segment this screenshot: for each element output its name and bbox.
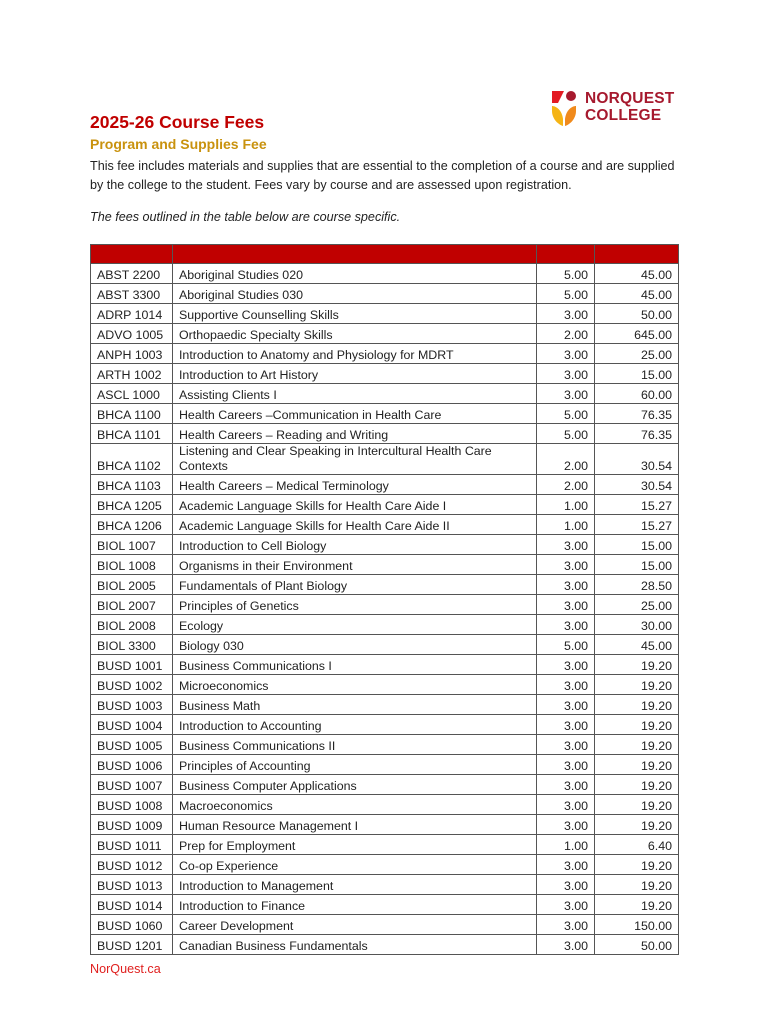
table-row (91, 815, 679, 835)
header-course-code (91, 245, 173, 264)
fee-cell: 19.20 (595, 795, 679, 815)
credits-cell: 3.00 (537, 775, 595, 795)
course-name-cell: Microeconomics (172, 675, 536, 695)
course-code-cell: BIOL 2007 (91, 595, 173, 615)
table-row (91, 735, 679, 755)
course-name-cell: Aboriginal Studies 020 (172, 264, 536, 284)
table-row (91, 495, 679, 515)
logo-line-1: NORQUEST (585, 90, 675, 107)
page-title: 2025-26 Course Fees (90, 112, 265, 132)
norquest-website-link[interactable]: NorQuest.ca (90, 962, 161, 976)
fee-cell: 19.20 (595, 715, 679, 735)
course-code-cell: BUSD 1014 (91, 895, 173, 915)
course-name-cell: Introduction to Accounting (172, 715, 536, 735)
fee-cell: 28.50 (595, 575, 679, 595)
fee-cell: 19.20 (595, 875, 679, 895)
course-code-cell: ARTH 1002 (91, 364, 173, 384)
credits-cell: 3.00 (537, 615, 595, 635)
table-row (91, 595, 679, 615)
credits-cell: 5.00 (537, 424, 595, 444)
intro-paragraph: This fee includes materials and supplies that are essential to the completion of a course and are supplied by the college to the student. Fees vary by course and are assessed upon registration. (90, 159, 675, 192)
credits-cell: 2.00 (537, 444, 595, 475)
table-row (91, 304, 679, 324)
table-row (91, 555, 679, 575)
table-row (91, 875, 679, 895)
table-row (91, 444, 679, 475)
course-name-cell: Career Development (172, 915, 536, 935)
fee-cell: 45.00 (595, 264, 679, 284)
credits-cell: 2.00 (537, 475, 595, 495)
header-course-name (172, 245, 536, 264)
course-name-cell: Biology 030 (172, 635, 536, 655)
course-code-cell: BIOL 3300 (91, 635, 173, 655)
course-code-cell: BUSD 1009 (91, 815, 173, 835)
fee-cell: 30.54 (595, 475, 679, 495)
fee-cell: 19.20 (595, 675, 679, 695)
credits-cell: 3.00 (537, 915, 595, 935)
credits-cell: 2.00 (537, 324, 595, 344)
course-fees-table (90, 244, 679, 955)
fee-cell: 50.00 (595, 935, 679, 955)
fee-cell: 25.00 (595, 344, 679, 364)
fee-cell: 15.27 (595, 515, 679, 535)
course-code-cell: ASCL 1000 (91, 384, 173, 404)
course-name-cell: Aboriginal Studies 030 (172, 284, 536, 304)
credits-cell: 3.00 (537, 875, 595, 895)
course-name-cell: Business Math (172, 695, 536, 715)
course-name-cell: Supportive Counselling Skills (172, 304, 536, 324)
table-row (91, 364, 679, 384)
course-name-cell: Introduction to Anatomy and Physiology for MDRT (172, 344, 536, 364)
course-code-cell: ADVO 1005 (91, 324, 173, 344)
fee-cell: 30.00 (595, 615, 679, 635)
course-name-cell: Business Communications II (172, 735, 536, 755)
table-body (91, 264, 679, 955)
table-row (91, 655, 679, 675)
course-name-cell: Academic Language Skills for Health Care Aide II (172, 515, 536, 535)
fee-cell: 19.20 (595, 735, 679, 755)
course-code-cell: BUSD 1006 (91, 755, 173, 775)
credits-cell: 3.00 (537, 795, 595, 815)
section-subtitle: Program and Supplies Fee (90, 136, 267, 152)
table-row (91, 755, 679, 775)
course-name-cell: Co-op Experience (172, 855, 536, 875)
course-code-cell: BUSD 1013 (91, 875, 173, 895)
course-code-cell: BUSD 1003 (91, 695, 173, 715)
table-row (91, 915, 679, 935)
course-name-cell: Business Computer Applications (172, 775, 536, 795)
fee-cell: 19.20 (595, 755, 679, 775)
credits-cell: 3.00 (537, 855, 595, 875)
table-row (91, 384, 679, 404)
fee-cell: 45.00 (595, 284, 679, 304)
table-row (91, 535, 679, 555)
fee-cell: 60.00 (595, 384, 679, 404)
credits-cell: 3.00 (537, 364, 595, 384)
fee-cell: 19.20 (595, 855, 679, 875)
course-code-cell: BHCA 1101 (91, 424, 173, 444)
fee-cell: 19.20 (595, 775, 679, 795)
table-row (91, 615, 679, 635)
credits-cell: 3.00 (537, 675, 595, 695)
table-row (91, 344, 679, 364)
course-code-cell: ADRP 1014 (91, 304, 173, 324)
credits-cell: 1.00 (537, 835, 595, 855)
course-name-cell: Academic Language Skills for Health Care Aide I (172, 495, 536, 515)
course-code-cell: BUSD 1001 (91, 655, 173, 675)
logo-line-2: COLLEGE (585, 107, 662, 124)
credits-cell: 3.00 (537, 695, 595, 715)
course-name-cell: Organisms in their Environment (172, 555, 536, 575)
table-row (91, 264, 679, 284)
table-row (91, 424, 679, 444)
course-name-cell: Listening and Clear Speaking in Intercultural Health Care Contexts (172, 444, 536, 475)
fee-cell: 30.54 (595, 444, 679, 475)
fee-cell: 76.35 (595, 404, 679, 424)
credits-cell: 3.00 (537, 575, 595, 595)
header-credits (537, 245, 595, 264)
table-row (91, 935, 679, 955)
credits-cell: 3.00 (537, 344, 595, 364)
course-code-cell: ANPH 1003 (91, 344, 173, 364)
credits-cell: 3.00 (537, 655, 595, 675)
credits-cell: 3.00 (537, 755, 595, 775)
fee-cell: 150.00 (595, 915, 679, 935)
course-name-cell: Health Careers – Medical Terminology (172, 475, 536, 495)
table-header-row (91, 245, 679, 264)
course-code-cell: BUSD 1004 (91, 715, 173, 735)
table-row (91, 475, 679, 495)
course-name-cell: Health Careers –Communication in Health Care (172, 404, 536, 424)
header-fee (595, 245, 679, 264)
course-code-cell: BUSD 1011 (91, 835, 173, 855)
credits-cell: 5.00 (537, 284, 595, 304)
table-row (91, 515, 679, 535)
logo-wordmark (585, 90, 674, 124)
table-row (91, 695, 679, 715)
fee-cell: 19.20 (595, 655, 679, 675)
credits-cell: 3.00 (537, 595, 595, 615)
credits-cell: 3.00 (537, 384, 595, 404)
credits-cell: 3.00 (537, 815, 595, 835)
course-code-cell: BUSD 1201 (91, 935, 173, 955)
course-code-cell: BUSD 1002 (91, 675, 173, 695)
fee-cell: 25.00 (595, 595, 679, 615)
course-code-cell: BUSD 1008 (91, 795, 173, 815)
course-code-cell: BUSD 1005 (91, 735, 173, 755)
course-name-cell: Introduction to Management (172, 875, 536, 895)
course-name-cell: Macroeconomics (172, 795, 536, 815)
course-code-cell: BHCA 1103 (91, 475, 173, 495)
fee-cell: 645.00 (595, 324, 679, 344)
course-name-cell: Ecology (172, 615, 536, 635)
course-name-cell: Business Communications I (172, 655, 536, 675)
fee-cell: 15.27 (595, 495, 679, 515)
course-name-cell: Orthopaedic Specialty Skills (172, 324, 536, 344)
norquest-logo (551, 89, 681, 129)
course-code-cell: BHCA 1102 (91, 444, 173, 475)
credits-cell: 3.00 (537, 555, 595, 575)
table-row (91, 575, 679, 595)
table-row (91, 795, 679, 815)
course-code-cell: BHCA 1100 (91, 404, 173, 424)
credits-cell: 1.00 (537, 515, 595, 535)
table-row (91, 835, 679, 855)
credits-cell: 3.00 (537, 715, 595, 735)
course-name-cell: Introduction to Art History (172, 364, 536, 384)
credits-cell: 5.00 (537, 264, 595, 284)
table-row (91, 855, 679, 875)
course-code-cell: BIOL 2005 (91, 575, 173, 595)
fee-cell: 15.00 (595, 364, 679, 384)
course-name-cell: Introduction to Cell Biology (172, 535, 536, 555)
fee-cell: 50.00 (595, 304, 679, 324)
course-code-cell: BUSD 1007 (91, 775, 173, 795)
fee-cell: 45.00 (595, 635, 679, 655)
course-name-cell: Canadian Business Fundamentals (172, 935, 536, 955)
fee-cell: 15.00 (595, 555, 679, 575)
course-name-cell: Health Careers – Reading and Writing (172, 424, 536, 444)
fee-cell: 6.40 (595, 835, 679, 855)
credits-cell: 1.00 (537, 495, 595, 515)
course-code-cell: BIOL 2008 (91, 615, 173, 635)
course-code-cell: BIOL 1007 (91, 535, 173, 555)
course-name-cell: Fundamentals of Plant Biology (172, 575, 536, 595)
fee-cell: 76.35 (595, 424, 679, 444)
fee-cell: 19.20 (595, 895, 679, 915)
fee-cell: 19.20 (595, 695, 679, 715)
course-name-cell: Introduction to Finance (172, 895, 536, 915)
course-name-cell: Prep for Employment (172, 835, 536, 855)
course-name-cell: Assisting Clients I (172, 384, 536, 404)
fee-cell: 19.20 (595, 815, 679, 835)
course-code-cell: BUSD 1012 (91, 855, 173, 875)
table-row (91, 895, 679, 915)
credits-cell: 3.00 (537, 895, 595, 915)
course-name-cell: Human Resource Management I (172, 815, 536, 835)
credits-cell: 3.00 (537, 535, 595, 555)
table-note: The fees outlined in the table below are course specific. (90, 210, 401, 224)
table-row (91, 324, 679, 344)
course-code-cell: BHCA 1206 (91, 515, 173, 535)
course-code-cell: ABST 2200 (91, 264, 173, 284)
course-name-cell: Principles of Accounting (172, 755, 536, 775)
course-code-cell: ABST 3300 (91, 284, 173, 304)
table-row (91, 635, 679, 655)
credits-cell: 3.00 (537, 735, 595, 755)
table-row (91, 675, 679, 695)
credits-cell: 3.00 (537, 935, 595, 955)
course-code-cell: BIOL 1008 (91, 555, 173, 575)
table-row (91, 404, 679, 424)
norquest-shield-icon (551, 89, 577, 127)
course-name-cell: Principles of Genetics (172, 595, 536, 615)
table-row (91, 715, 679, 735)
fee-cell: 15.00 (595, 535, 679, 555)
credits-cell: 3.00 (537, 304, 595, 324)
course-code-cell: BHCA 1205 (91, 495, 173, 515)
table-row (91, 775, 679, 795)
credits-cell: 5.00 (537, 404, 595, 424)
table-row (91, 284, 679, 304)
credits-cell: 5.00 (537, 635, 595, 655)
course-code-cell: BUSD 1060 (91, 915, 173, 935)
